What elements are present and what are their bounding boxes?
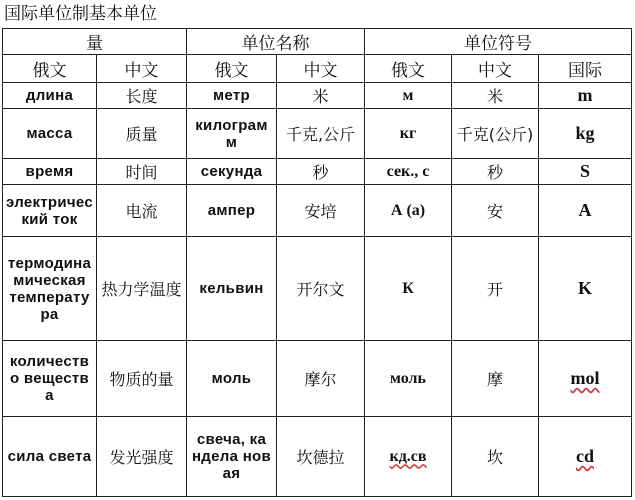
cell-ru-sym: К bbox=[365, 237, 452, 341]
cell-cn-unit: 千克,公斤 bbox=[277, 109, 365, 159]
subheader-intl-sym: 国际 bbox=[539, 55, 632, 83]
cell-cn-qty: 发光强度 bbox=[97, 417, 187, 497]
cell-ru-qty: электричес кий ток bbox=[3, 185, 97, 237]
cell-cn-unit: 坎德拉 bbox=[277, 417, 365, 497]
cell-ru-qty: сила света bbox=[3, 417, 97, 497]
ru-sym-text: кд.св bbox=[389, 447, 427, 465]
cell-ru-sym: кг bbox=[365, 109, 452, 159]
cell-ru-sym: сек., с bbox=[365, 159, 452, 185]
table-row bbox=[3, 83, 632, 109]
cell-ru-unit: метр bbox=[187, 83, 277, 109]
cell-cn-unit: 安培 bbox=[277, 185, 365, 237]
cell-ru-qty: масса bbox=[3, 109, 97, 159]
cell-ru-sym: моль bbox=[365, 341, 452, 417]
subheader-cn-qty: 中文 bbox=[97, 55, 187, 83]
cell-ru-qty: время bbox=[3, 159, 97, 185]
cell-ru-unit: килограм м bbox=[187, 109, 277, 159]
cell-intl-sym bbox=[539, 341, 632, 417]
intl-sym-text: mol bbox=[570, 368, 600, 388]
table-row bbox=[3, 237, 632, 341]
cell-intl-sym: m bbox=[539, 83, 632, 109]
subheader-cn-sym: 中文 bbox=[452, 55, 539, 83]
cell-cn-unit: 开尔文 bbox=[277, 237, 365, 341]
subheader-ru-sym: 俄文 bbox=[365, 55, 452, 83]
cell-cn-qty: 物质的量 bbox=[97, 341, 187, 417]
cell-intl-sym bbox=[539, 417, 632, 497]
table-row bbox=[3, 109, 632, 159]
subheader-row bbox=[3, 55, 632, 83]
cell-ru-qty: количеств о веществ а bbox=[3, 341, 97, 417]
cell-ru-unit: кельвин bbox=[187, 237, 277, 341]
cell-ru-sym: А (а) bbox=[365, 185, 452, 237]
subheader-ru-unit: 俄文 bbox=[187, 55, 277, 83]
cell-cn-sym: 千克(公斤) bbox=[452, 109, 539, 159]
cell-cn-unit: 摩尔 bbox=[277, 341, 365, 417]
cell-intl-sym: kg bbox=[539, 109, 632, 159]
cell-cn-sym: 坎 bbox=[452, 417, 539, 497]
table-row bbox=[3, 185, 632, 237]
si-base-units-table bbox=[2, 28, 632, 497]
intl-sym-text: cd bbox=[576, 446, 595, 466]
cell-ru-unit: секунда bbox=[187, 159, 277, 185]
cell-intl-sym: S bbox=[539, 159, 632, 185]
cell-ru-sym bbox=[365, 417, 452, 497]
header-unit-name: 单位名称 bbox=[187, 29, 365, 55]
table-row bbox=[3, 159, 632, 185]
subheader-ru-qty: 俄文 bbox=[3, 55, 97, 83]
cell-cn-unit: 秒 bbox=[277, 159, 365, 185]
cell-cn-qty: 时间 bbox=[97, 159, 187, 185]
cell-cn-sym: 米 bbox=[452, 83, 539, 109]
header-quantity: 量 bbox=[3, 29, 187, 55]
header-row bbox=[3, 29, 632, 55]
cell-cn-qty: 长度 bbox=[97, 83, 187, 109]
cell-cn-sym: 安 bbox=[452, 185, 539, 237]
cell-intl-sym: A bbox=[539, 185, 632, 237]
table-row bbox=[3, 417, 632, 497]
header-unit-symbol: 单位符号 bbox=[365, 29, 632, 55]
table-title: 国际单位制基本单位 bbox=[4, 4, 157, 24]
cell-ru-unit: ампер bbox=[187, 185, 277, 237]
cell-ru-unit: моль bbox=[187, 341, 277, 417]
cell-cn-sym: 秒 bbox=[452, 159, 539, 185]
cell-cn-sym: 摩 bbox=[452, 341, 539, 417]
cell-ru-unit: свеча, ка ндела нов ая bbox=[187, 417, 277, 497]
table-row bbox=[3, 341, 632, 417]
cell-ru-sym: м bbox=[365, 83, 452, 109]
cell-cn-qty: 质量 bbox=[97, 109, 187, 159]
cell-cn-unit: 米 bbox=[277, 83, 365, 109]
cell-ru-qty: термодина мическая температу ра bbox=[3, 237, 97, 341]
cell-cn-qty: 热力学温度 bbox=[97, 237, 187, 341]
cell-cn-sym: 开 bbox=[452, 237, 539, 341]
cell-cn-qty: 电流 bbox=[97, 185, 187, 237]
cell-ru-qty: длина bbox=[3, 83, 97, 109]
subheader-cn-unit: 中文 bbox=[277, 55, 365, 83]
cell-intl-sym: K bbox=[539, 237, 632, 341]
